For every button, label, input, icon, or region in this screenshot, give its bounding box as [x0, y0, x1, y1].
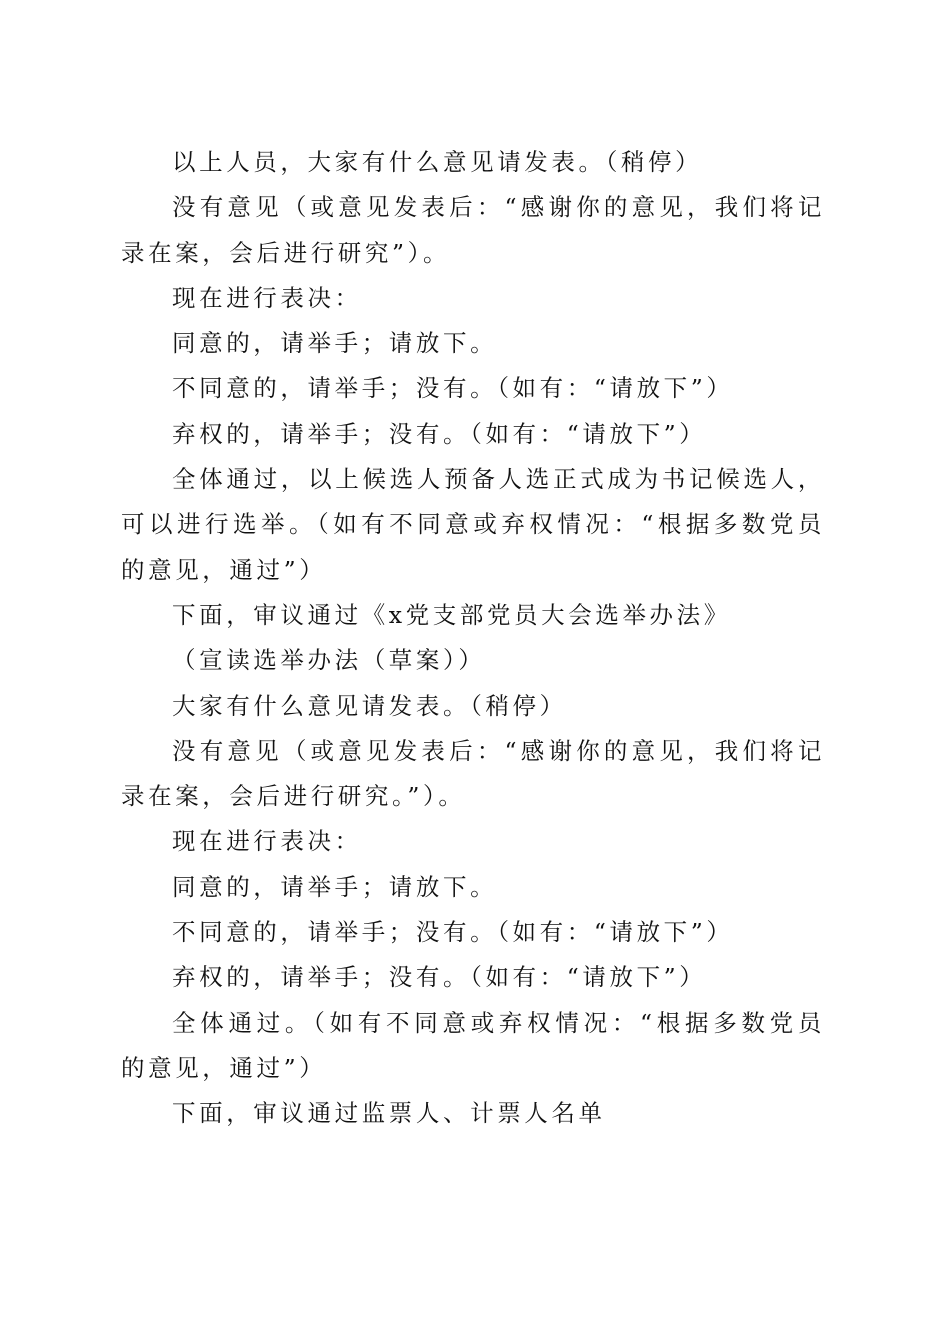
- paragraph-review-election-rules: 下面，审议通过《x党支部党员大会选举办法》: [172, 600, 731, 629]
- paragraph-read-rules: （宣读选举办法（草案））: [172, 646, 486, 675]
- paragraph-vote-start: 现在进行表决：: [172, 283, 362, 312]
- paragraph-opinion-request-2: 大家有什么意见请发表。（稍停）: [172, 691, 567, 720]
- paragraph-opinion-request: 以上人员，大家有什么意见请发表。（稍停）: [172, 148, 703, 176]
- paragraph-vote-start-2: 现在进行表决：: [172, 827, 362, 856]
- paragraph-review-tellers: 下面，审议通过监票人、计票人名单: [172, 1099, 606, 1128]
- paragraph-vote-agree: 同意的，请举手；请放下。: [172, 329, 498, 358]
- paragraph-all-passed: 全体通过，以上候选人预备人选正式成为书记候选人，可以进行选举。（如有不同意或弃权情况：“根据多数党员的意见，通过”）: [121, 465, 825, 584]
- paragraph-vote-abstain-2: 弃权的，请举手；没有。（如有：“请放下”）: [172, 963, 707, 992]
- paragraph-no-opinion: 没有意见（或意见发表后：“感谢你的意见，我们将记录在案，会后进行研究”）。: [121, 193, 825, 267]
- paragraph-vote-agree-2: 同意的，请举手；请放下。: [172, 872, 498, 901]
- paragraph-no-opinion-2: 没有意见（或意见发表后：“感谢你的意见，我们将记录在案，会后进行研究。”）。: [121, 736, 825, 811]
- paragraph-vote-disagree-2: 不同意的，请举手；没有。（如有：“请放下”）: [172, 918, 734, 947]
- document-body: [121, 140, 825, 1137]
- paragraph-vote-abstain: 弃权的，请举手；没有。（如有：“请放下”）: [172, 419, 707, 448]
- paragraph-vote-disagree: 不同意的，请举手；没有。（如有：“请放下”）: [172, 374, 734, 403]
- paragraph-all-passed-2: 全体通过。（如有不同意或弃权情况：“根据多数党员的意见，通过”）: [121, 1008, 825, 1082]
